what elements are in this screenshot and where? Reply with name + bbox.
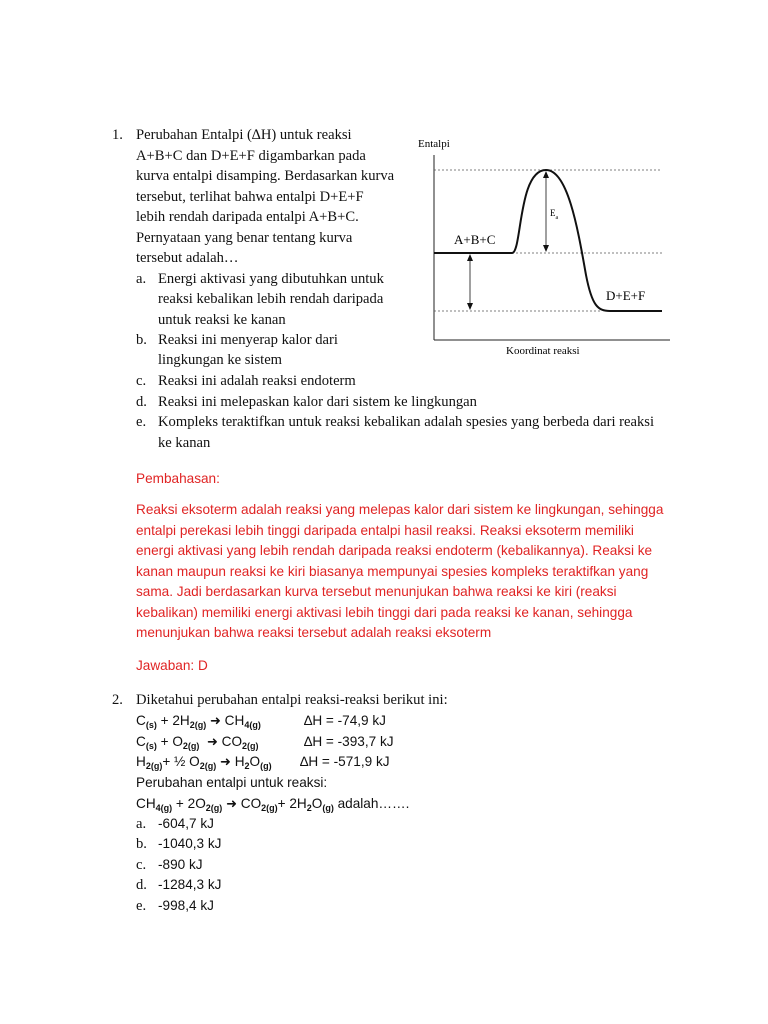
products-label: D+E+F — [606, 288, 646, 303]
discussion-line: entalpi perekasi lebih tinggi daripada entalpi hasil reaksi. Reaksi eksoterm memiliki — [136, 523, 634, 538]
stem-line: tersebut, terlihat bahwa entalpi D+E+F — [136, 189, 364, 205]
option-letter: c. — [136, 857, 147, 873]
question-2-stem: Diketahui perubahan entalpi reaksi-reaksi berikut ini: — [136, 692, 448, 708]
reaction-2-dh: ∆H = -393,7 kJ — [304, 734, 394, 749]
stem-line: lebih rendah daripada entalpi A+B+C. — [136, 209, 359, 225]
option-letter: b. — [136, 836, 147, 852]
dh-arrowhead-bottom — [467, 303, 473, 310]
option-letter: e. — [136, 898, 147, 914]
ea-arrowhead-top — [543, 171, 549, 178]
stem-line: tersebut adalah… — [136, 250, 239, 266]
reaction-3-dh: ∆H = -571,9 kJ — [300, 754, 390, 769]
option-letter: e. — [136, 414, 147, 430]
discussion-line: menunjukan bahwa reaksi tersebut adalah reaksi eksoterm — [136, 625, 492, 640]
discussion-line: sama. Jadi berdasarkan kurva tersebut menunjukan bahwa reaksi ke kiri (reaksi — [136, 584, 617, 599]
option-text: ke kanan — [158, 435, 211, 451]
option-letter: d. — [136, 394, 147, 410]
option-text: -604,7 kJ — [158, 816, 214, 831]
option-text: untuk reaksi ke kanan — [158, 312, 286, 328]
stem-line: Pernyataan yang benar tentang kurva — [136, 230, 353, 246]
reaction-1: $C_{(s)} + 2H_{2(g)}$ ➜ $CH_{4(g)}$ — [136, 713, 261, 730]
dh-arrowhead-top — [467, 254, 473, 261]
stem-line: Perubahan Entalpi (∆H) untuk reaksi — [136, 127, 352, 143]
option-letter: b. — [136, 332, 147, 348]
option-text: -890 kJ — [158, 857, 203, 872]
option-letter: a. — [136, 816, 147, 832]
reaction-2: $C_{(s)} + O_{2(g)}$ ➜ $CO_{2(g)}$ — [136, 734, 259, 751]
question-2-number: 2. — [112, 692, 123, 708]
option-text: -998,4 kJ — [158, 898, 214, 913]
discussion-line: Reaksi eksoterm adalah reaksi yang melepas kalor dari sistem ke lingkungan, sehingga — [136, 502, 664, 517]
question-2-prompt: Perubahan entalpi untuk reaksi: — [136, 775, 328, 790]
discussion-line: kebalikan) memiliki energi aktivasi lebih tinggi dari pada reaksi ke kanan, sehingga — [136, 605, 633, 620]
reaction-1-dh: ∆H = -74,9 kJ — [304, 713, 386, 728]
x-axis-label: Koordinat reaksi — [506, 345, 580, 357]
enthalpy-diagram — [410, 130, 680, 362]
option-letter: a. — [136, 271, 147, 287]
target-reaction: $CH_{4(g)} + 2O_{2(g)}$ ➜ $CO_{2(g)}+ 2H_2O_{(g)}$ adalah……. — [136, 796, 410, 813]
option-text: Reaksi ini melepaskan kalor dari sistem ke lingkungan — [158, 394, 477, 410]
y-axis-label: Entalpi — [418, 138, 450, 150]
option-letter: c. — [136, 373, 147, 389]
ea-arrowhead-bottom — [543, 245, 549, 252]
discussion-line: energi aktivasi yang lebih rendah daripada reaksi endoterm (kebalikannya). Reaksi ke — [136, 543, 653, 558]
discussion-title: Pembahasan: — [136, 471, 220, 486]
option-letter: d. — [136, 877, 147, 893]
answer-label: Jawaban: D — [136, 658, 208, 673]
ea-label: $E_a$ — [550, 208, 559, 221]
question-1-number: 1. — [112, 127, 123, 143]
stem-line: kurva entalpi disamping. Berdasarkan kurva — [136, 168, 395, 184]
reaction-3: $H_{2(g)}+$ ½ $O_{2(g)}$ ➜ $H_2O_{(g)}$ — [136, 754, 272, 771]
reactants-label: A+B+C — [454, 232, 496, 247]
option-text: Energi aktivasi yang dibutuhkan untuk — [158, 271, 384, 287]
option-text: -1040,3 kJ — [158, 836, 222, 851]
option-text: -1284,3 kJ — [158, 877, 222, 892]
option-text: Reaksi ini menyerap kalor dari — [158, 332, 338, 348]
discussion-line: kanan maupun reaksi ke kiri biasanya mempunyai spesies kompleks teraktifkan yang — [136, 564, 649, 579]
option-text: lingkungan ke sistem — [158, 352, 283, 368]
option-text: Reaksi ini adalah reaksi endoterm — [158, 373, 356, 389]
option-text: Kompleks teraktifkan untuk reaksi kebalikan adalah spesies yang berbeda dari reaksi — [158, 414, 655, 430]
stem-line: A+B+C dan D+E+F digambarkan pada — [136, 148, 366, 164]
option-text: reaksi kebalikan lebih rendah daripada — [158, 291, 384, 307]
